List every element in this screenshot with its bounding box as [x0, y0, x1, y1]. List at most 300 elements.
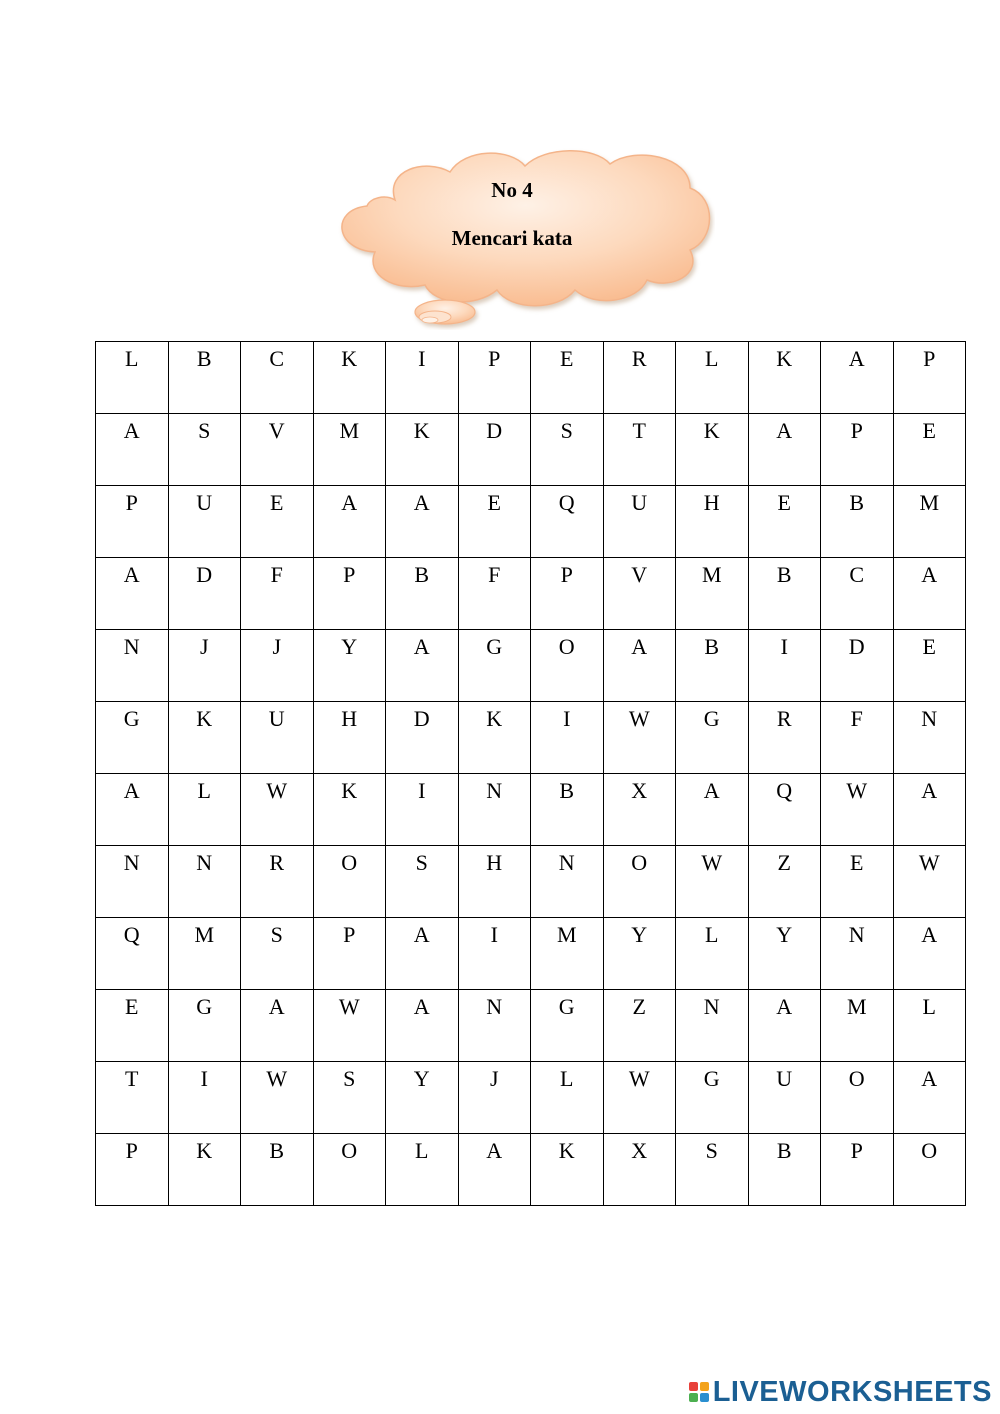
grid-letter: E: [487, 490, 501, 515]
grid-letter: F: [488, 562, 501, 587]
grid-letter: P: [343, 922, 356, 947]
grid-cell[interactable]: [96, 774, 169, 846]
grid-cell[interactable]: [96, 1062, 169, 1134]
grid-cell[interactable]: [821, 1134, 894, 1206]
grid-cell[interactable]: [748, 630, 821, 702]
grid-cell[interactable]: [241, 1134, 314, 1206]
grid-cell[interactable]: [313, 846, 386, 918]
grid-letter: P: [125, 1138, 138, 1163]
grid-cell[interactable]: [531, 990, 604, 1062]
grid-letter: W: [266, 1066, 288, 1091]
grid-cell[interactable]: [821, 414, 894, 486]
grid-cell[interactable]: [96, 702, 169, 774]
grid-cell[interactable]: [168, 774, 241, 846]
grid-letter: O: [341, 1138, 358, 1163]
grid-letter: N: [486, 778, 503, 803]
grid-letter: G: [703, 1066, 720, 1091]
grid-letter: N: [123, 634, 140, 659]
grid-letter: V: [631, 562, 648, 587]
grid-cell[interactable]: [893, 342, 966, 414]
grid-letter: A: [123, 418, 140, 443]
grid-letter: S: [705, 1138, 718, 1163]
grid-letter: K: [413, 418, 430, 443]
grid-letter: B: [269, 1138, 285, 1163]
grid-row: [96, 486, 966, 558]
grid-cell[interactable]: [676, 846, 749, 918]
grid-cell[interactable]: [458, 486, 531, 558]
grid-cell[interactable]: [458, 342, 531, 414]
logo-square-4: [700, 1393, 709, 1402]
grid-cell[interactable]: [168, 630, 241, 702]
grid-letter: R: [776, 706, 792, 731]
grid-cell[interactable]: [748, 1062, 821, 1134]
grid-cell[interactable]: [241, 414, 314, 486]
grid-letter: P: [343, 562, 356, 587]
grid-letter: E: [850, 850, 864, 875]
grid-letter: O: [341, 850, 358, 875]
grid-cell[interactable]: [603, 1134, 676, 1206]
grid-cell[interactable]: [893, 990, 966, 1062]
grid-letter: G: [703, 706, 720, 731]
grid-cell[interactable]: [458, 774, 531, 846]
grid-letter: P: [923, 346, 936, 371]
grid-letter: I: [780, 634, 788, 659]
grid-letter: J: [199, 634, 209, 659]
grid-letter: D: [413, 706, 430, 731]
grid-cell[interactable]: [676, 774, 749, 846]
grid-cell[interactable]: [893, 486, 966, 558]
grid-letter: U: [268, 706, 285, 731]
grid-cell[interactable]: [676, 1134, 749, 1206]
grid-letter: Z: [632, 994, 646, 1019]
grid-cell[interactable]: [168, 486, 241, 558]
grid-letter: J: [272, 634, 282, 659]
grid-letter: W: [338, 994, 360, 1019]
grid-cell[interactable]: [531, 846, 604, 918]
grid-letter: H: [341, 706, 358, 731]
grid-row: [96, 846, 966, 918]
grid-letter: A: [123, 778, 140, 803]
grid-letter: N: [921, 706, 938, 731]
grid-cell[interactable]: [241, 558, 314, 630]
grid-cell[interactable]: [386, 990, 459, 1062]
grid-cell[interactable]: [168, 342, 241, 414]
grid-cell[interactable]: [168, 414, 241, 486]
grid-cell[interactable]: [748, 918, 821, 990]
grid-cell[interactable]: [96, 630, 169, 702]
grid-letter: B: [704, 634, 720, 659]
grid-cell[interactable]: [603, 990, 676, 1062]
grid-cell[interactable]: [893, 558, 966, 630]
grid-letter: T: [125, 1066, 139, 1091]
grid-letter: Q: [123, 922, 140, 947]
grid-cell[interactable]: [241, 918, 314, 990]
grid-letter: G: [196, 994, 213, 1019]
grid-cell[interactable]: [386, 486, 459, 558]
grid-cell[interactable]: [821, 774, 894, 846]
grid-letter: K: [776, 346, 793, 371]
grid-row: [96, 414, 966, 486]
grid-row: [96, 342, 966, 414]
grid-letter: L: [125, 346, 139, 371]
grid-cell[interactable]: [893, 1062, 966, 1134]
grid-letter: A: [123, 562, 140, 587]
grid-letter: D: [848, 634, 865, 659]
grid-cell[interactable]: [458, 918, 531, 990]
grid-cell[interactable]: [676, 1062, 749, 1134]
grid-letter: E: [922, 634, 936, 659]
grid-letter: L: [705, 922, 719, 947]
grid-cell[interactable]: [893, 846, 966, 918]
grid-letter: B: [559, 778, 575, 803]
grid-letter: E: [270, 490, 284, 515]
grid-letter: L: [560, 1066, 574, 1091]
grid-letter: V: [268, 418, 285, 443]
grid-letter: L: [197, 778, 211, 803]
grid-cell[interactable]: [893, 702, 966, 774]
grid-letter: A: [848, 346, 865, 371]
grid-cell[interactable]: [168, 1134, 241, 1206]
grid-cell[interactable]: [458, 414, 531, 486]
grid-letter: A: [341, 490, 358, 515]
grid-cell[interactable]: [821, 342, 894, 414]
logo-mark-icon: [689, 1382, 709, 1402]
grid-letter: F: [270, 562, 283, 587]
grid-letter: W: [628, 1066, 650, 1091]
grid-cell[interactable]: [386, 846, 459, 918]
grid-letter: I: [490, 922, 498, 947]
grid-cell[interactable]: [168, 846, 241, 918]
grid-cell[interactable]: [748, 342, 821, 414]
grid-letter: U: [631, 490, 648, 515]
grid-letter: W: [846, 778, 868, 803]
grid-letter: P: [850, 418, 863, 443]
grid-cell[interactable]: [313, 1062, 386, 1134]
grid-letter: N: [558, 850, 575, 875]
grid-cell[interactable]: [603, 1062, 676, 1134]
grid-cell[interactable]: [313, 774, 386, 846]
grid-cell[interactable]: [458, 1062, 531, 1134]
grid-letter: N: [848, 922, 865, 947]
grid-letter: W: [628, 706, 650, 731]
grid-cell[interactable]: [313, 630, 386, 702]
grid-cell[interactable]: [603, 846, 676, 918]
grid-cell[interactable]: [676, 630, 749, 702]
grid-cell[interactable]: [603, 558, 676, 630]
grid-letter: B: [776, 562, 792, 587]
grid-letter: A: [921, 562, 938, 587]
grid-cell[interactable]: [676, 702, 749, 774]
grid-cell[interactable]: [241, 1062, 314, 1134]
grid-cell[interactable]: [458, 990, 531, 1062]
grid-letter: S: [560, 418, 573, 443]
grid-letter: I: [563, 706, 571, 731]
grid-cell[interactable]: [313, 1134, 386, 1206]
grid-cell[interactable]: [168, 558, 241, 630]
grid-cell[interactable]: [893, 774, 966, 846]
liveworksheets-logo: [689, 1372, 992, 1412]
grid-cell[interactable]: [96, 486, 169, 558]
grid-row: [96, 630, 966, 702]
grid-letter: A: [776, 418, 793, 443]
grid-letter: X: [631, 778, 648, 803]
grid-cell[interactable]: [748, 702, 821, 774]
grid-letter: A: [413, 490, 430, 515]
grid-letter: K: [341, 346, 358, 371]
grid-letter: G: [558, 994, 575, 1019]
grid-row: [96, 558, 966, 630]
grid-cell[interactable]: [821, 1062, 894, 1134]
grid-letter: M: [194, 922, 215, 947]
grid-cell[interactable]: [241, 990, 314, 1062]
grid-cell[interactable]: [313, 702, 386, 774]
grid-cell[interactable]: [458, 558, 531, 630]
grid-letter: O: [921, 1138, 938, 1163]
grid-cell[interactable]: [241, 702, 314, 774]
grid-cell[interactable]: [603, 774, 676, 846]
grid-letter: K: [486, 706, 503, 731]
grid-cell[interactable]: [96, 918, 169, 990]
grid-cell[interactable]: [821, 990, 894, 1062]
grid-cell[interactable]: [821, 630, 894, 702]
grid-letter: A: [921, 922, 938, 947]
grid-letter: L: [922, 994, 936, 1019]
grid-cell[interactable]: [386, 774, 459, 846]
grid-cell[interactable]: [603, 342, 676, 414]
grid-cell[interactable]: [821, 846, 894, 918]
grid-letter: Q: [558, 490, 575, 515]
grid-letter: D: [196, 562, 213, 587]
grid-letter: H: [703, 490, 720, 515]
grid-cell[interactable]: [603, 918, 676, 990]
grid-cell[interactable]: [676, 918, 749, 990]
grid-letter: Z: [777, 850, 791, 875]
grid-cell[interactable]: [458, 702, 531, 774]
grid-letter: O: [848, 1066, 865, 1091]
grid-letter: H: [486, 850, 503, 875]
grid-letter: R: [269, 850, 285, 875]
grid-cell[interactable]: [531, 486, 604, 558]
grid-cell[interactable]: [386, 1134, 459, 1206]
grid-cell[interactable]: [458, 846, 531, 918]
grid-letter: I: [418, 778, 426, 803]
grid-letter: E: [777, 490, 791, 515]
logo-text: LIVEWORKSHEETS: [712, 1375, 992, 1408]
grid-cell[interactable]: [313, 414, 386, 486]
grid-cell[interactable]: [96, 414, 169, 486]
logo-square-2: [700, 1382, 709, 1391]
grid-letter: M: [919, 490, 940, 515]
grid-letter: M: [339, 418, 360, 443]
grid-cell[interactable]: [821, 918, 894, 990]
logo-square-3: [689, 1393, 698, 1402]
grid-letter: J: [489, 1066, 499, 1091]
grid-cell[interactable]: [313, 558, 386, 630]
grid-letter: I: [200, 1066, 208, 1091]
grid-letter: B: [414, 562, 430, 587]
grid-letter: T: [632, 418, 646, 443]
grid-cell[interactable]: [96, 846, 169, 918]
grid-letter: P: [488, 346, 501, 371]
grid-cell[interactable]: [96, 1134, 169, 1206]
grid-letter: I: [418, 346, 426, 371]
grid-letter: K: [196, 1138, 213, 1163]
grid-letter: G: [123, 706, 140, 731]
grid-cell[interactable]: [96, 558, 169, 630]
grid-letter: A: [413, 922, 430, 947]
grid-cell[interactable]: [96, 342, 169, 414]
grid-letter: X: [631, 1138, 648, 1163]
grid-cell[interactable]: [748, 774, 821, 846]
grid-cell[interactable]: [96, 990, 169, 1062]
grid-cell[interactable]: [531, 342, 604, 414]
grid-cell[interactable]: [531, 702, 604, 774]
grid-letter: S: [198, 418, 211, 443]
grid-cell[interactable]: [893, 918, 966, 990]
grid-body: [96, 342, 966, 1206]
grid-letter: N: [486, 994, 503, 1019]
grid-cell[interactable]: [603, 630, 676, 702]
grid-letter: W: [701, 850, 723, 875]
grid-letter: U: [196, 490, 213, 515]
grid-cell[interactable]: [821, 702, 894, 774]
grid-letter: M: [701, 562, 722, 587]
grid-letter: N: [123, 850, 140, 875]
grid-cell[interactable]: [386, 918, 459, 990]
grid-cell[interactable]: [168, 702, 241, 774]
grid-cell[interactable]: [313, 486, 386, 558]
grid-cell[interactable]: [241, 774, 314, 846]
grid-letter: C: [269, 346, 285, 371]
grid-letter: M: [846, 994, 867, 1019]
grid-letter: C: [849, 562, 865, 587]
grid-letter: U: [776, 1066, 793, 1091]
grid-letter: E: [125, 994, 139, 1019]
grid-letter: E: [560, 346, 574, 371]
grid-cell[interactable]: [603, 702, 676, 774]
grid-letter: N: [196, 850, 213, 875]
grid-cell[interactable]: [531, 414, 604, 486]
grid-cell[interactable]: [676, 558, 749, 630]
grid-cell[interactable]: [821, 558, 894, 630]
grid-letter: A: [921, 778, 938, 803]
grid-letter: A: [703, 778, 720, 803]
grid-cell[interactable]: [893, 630, 966, 702]
grid-cell[interactable]: [748, 558, 821, 630]
grid-cell[interactable]: [386, 630, 459, 702]
grid-cell[interactable]: [531, 558, 604, 630]
grid-cell[interactable]: [313, 990, 386, 1062]
grid-letter: P: [125, 490, 138, 515]
grid-letter: S: [270, 922, 283, 947]
grid-letter: R: [631, 346, 647, 371]
grid-cell[interactable]: [821, 486, 894, 558]
grid-cell[interactable]: [603, 486, 676, 558]
grid-cell[interactable]: [531, 630, 604, 702]
grid-row: [96, 918, 966, 990]
grid-cell[interactable]: [748, 990, 821, 1062]
grid-letter: F: [850, 706, 863, 731]
grid-letter: A: [486, 1138, 503, 1163]
grid-cell[interactable]: [676, 990, 749, 1062]
grid-letter: Q: [776, 778, 793, 803]
word-search-grid: [95, 341, 966, 1206]
grid-letter: K: [196, 706, 213, 731]
grid-letter: Y: [341, 634, 358, 659]
grid-letter: G: [486, 634, 503, 659]
grid-letter: P: [560, 562, 573, 587]
grid-cell[interactable]: [241, 486, 314, 558]
grid-letter: O: [558, 634, 575, 659]
grid-cell[interactable]: [676, 414, 749, 486]
grid-letter: E: [922, 418, 936, 443]
grid-cell[interactable]: [748, 414, 821, 486]
grid-letter: Y: [413, 1066, 430, 1091]
grid-letter: A: [921, 1066, 938, 1091]
grid-row: [96, 702, 966, 774]
page-subtitle: Mencari kata: [451, 226, 573, 250]
grid-letter: W: [266, 778, 288, 803]
grid-cell[interactable]: [893, 1134, 966, 1206]
grid-cell[interactable]: [313, 342, 386, 414]
grid-letter: K: [703, 418, 720, 443]
grid-cell[interactable]: [531, 1134, 604, 1206]
grid-letter: A: [413, 634, 430, 659]
grid-cell[interactable]: [458, 1134, 531, 1206]
grid-row: [96, 1062, 966, 1134]
grid-cell[interactable]: [458, 630, 531, 702]
grid-cell[interactable]: [531, 774, 604, 846]
grid-letter: K: [341, 778, 358, 803]
grid-cell[interactable]: [531, 1062, 604, 1134]
grid-cell[interactable]: [313, 918, 386, 990]
grid-cell[interactable]: [386, 342, 459, 414]
grid-cell[interactable]: [168, 990, 241, 1062]
grid-letter: A: [631, 634, 648, 659]
grid-cell[interactable]: [603, 414, 676, 486]
grid-letter: S: [343, 1066, 356, 1091]
grid-cell[interactable]: [168, 1062, 241, 1134]
grid-cell[interactable]: [168, 918, 241, 990]
grid-letter: Y: [631, 922, 648, 947]
grid-letter: A: [413, 994, 430, 1019]
grid-cell[interactable]: [386, 1062, 459, 1134]
grid-cell[interactable]: [386, 414, 459, 486]
grid-cell[interactable]: [241, 630, 314, 702]
grid-letter: L: [415, 1138, 429, 1163]
grid-cell[interactable]: [893, 414, 966, 486]
grid-letter: W: [918, 850, 940, 875]
grid-row: [96, 990, 966, 1062]
grid-cell[interactable]: [676, 486, 749, 558]
grid-letter: A: [268, 994, 285, 1019]
grid-letter: B: [849, 490, 865, 515]
grid-letter: S: [415, 850, 428, 875]
grid-row: [96, 1134, 966, 1206]
grid-cell[interactable]: [748, 1134, 821, 1206]
grid-letter: K: [558, 1138, 575, 1163]
grid-cell[interactable]: [241, 846, 314, 918]
grid-cell[interactable]: [748, 486, 821, 558]
page-title: No 4: [491, 178, 533, 202]
grid-cell[interactable]: [531, 918, 604, 990]
grid-cell[interactable]: [676, 342, 749, 414]
grid-cell[interactable]: [748, 846, 821, 918]
grid-cell[interactable]: [241, 342, 314, 414]
grid-cell[interactable]: [386, 702, 459, 774]
grid-cell[interactable]: [386, 558, 459, 630]
grid-row: [96, 774, 966, 846]
